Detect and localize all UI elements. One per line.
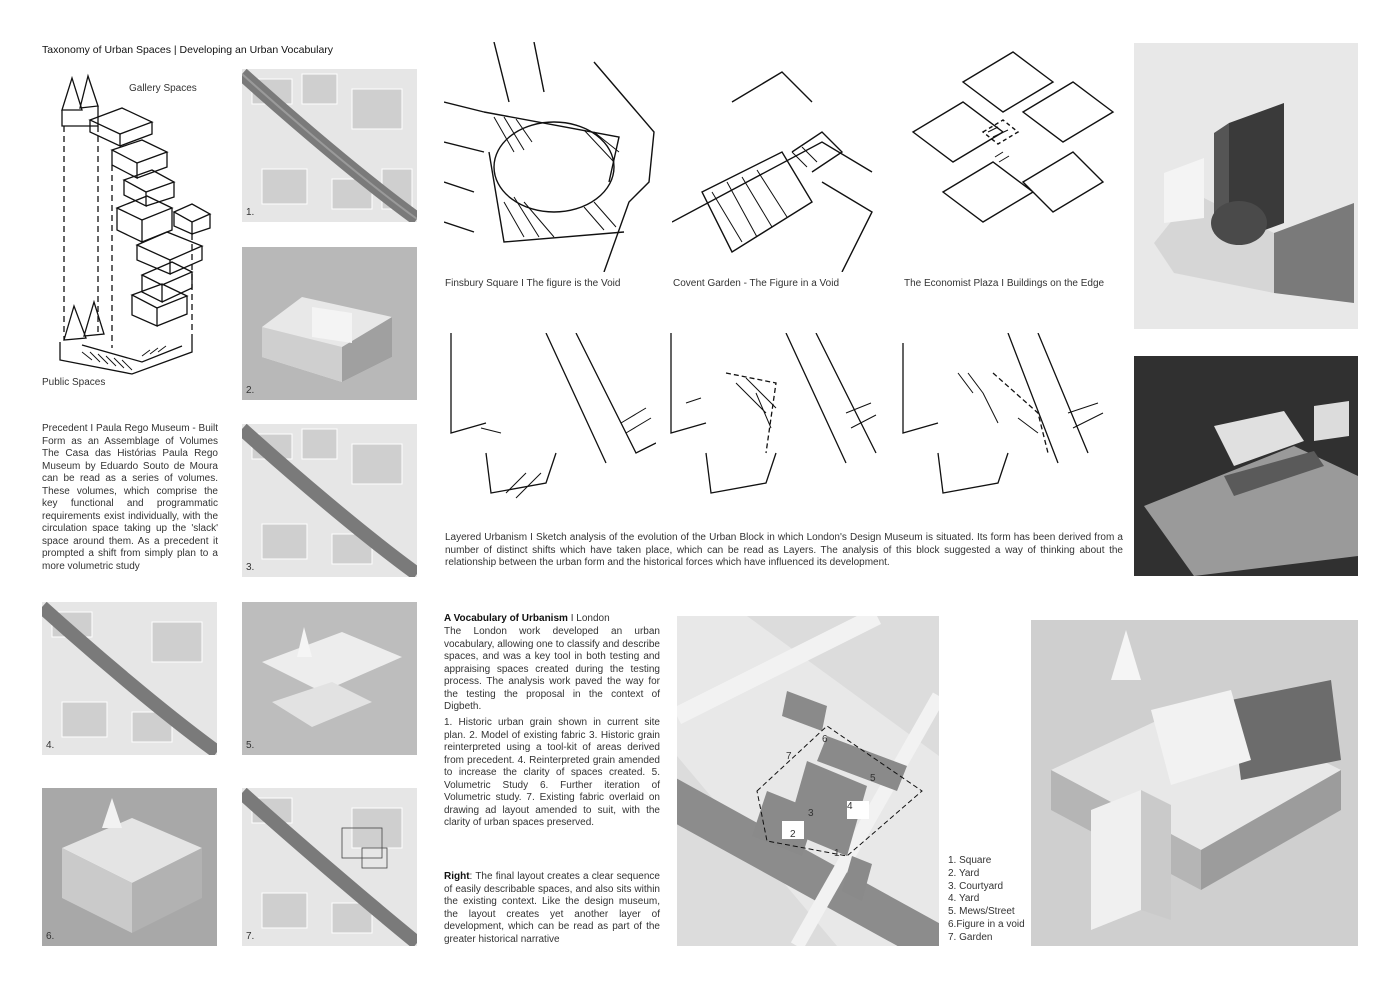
- plan-label-2: 2: [790, 829, 796, 840]
- site-plan: [677, 616, 939, 946]
- vocab-heading-rest: I London: [567, 613, 610, 624]
- thumb-number-6: 6.: [46, 931, 55, 942]
- legend-item: 7. Garden: [948, 931, 993, 943]
- map-thumbnail-1: [242, 69, 417, 222]
- plan-label-4: 4: [847, 801, 853, 812]
- vocab-heading: [444, 613, 610, 626]
- map-thumbnail-3: [242, 424, 417, 577]
- tower-model-photo: [1134, 43, 1358, 329]
- legend-item: 3. Courtyard: [948, 880, 1004, 892]
- vocab-right-paragraph: [444, 871, 660, 946]
- sketch-covent-garden: [672, 42, 892, 272]
- gallery-spaces-label: Gallery Spaces: [129, 83, 197, 94]
- vocab-paragraph-1: The London work developed an urban vocabulary, allowing one to classify and describe spaces, and was a key tool in both testing and appraising spaces created during the testing process. The analysis work paved the way for the testing the proposal in the context of Digbeth.: [444, 626, 660, 712]
- map-thumbnail-7: [242, 788, 417, 946]
- plan-label-5: 5: [870, 773, 876, 784]
- layered-sketch-2: [666, 333, 886, 513]
- plan-legend: [948, 855, 1025, 945]
- thumb-number-5: 5.: [246, 740, 255, 751]
- model-photo-2: [242, 247, 417, 400]
- thumb-number-4: 4.: [46, 740, 55, 751]
- layered-sketch-3: [898, 333, 1123, 513]
- plan-label-7: 7: [786, 751, 792, 762]
- legend-item: 2. Yard: [948, 867, 980, 879]
- legend-item: 1. Square: [948, 855, 992, 866]
- caption-covent-garden: Covent Garden - The Figure in a Void: [673, 278, 840, 289]
- legend-item: 6.Figure in a void: [948, 918, 1025, 930]
- design-museum-model-photo: [1134, 356, 1358, 576]
- thumb-number-3: 3.: [246, 562, 255, 573]
- plan-label-6: 6: [822, 734, 828, 745]
- vocab-right-rest: : The final layout creates a clear sequence of easily describable spaces, and also sits within the existing context. Like the design museum, the layout creates yet another layer of development, which can be read as part of the greater historical narrative: [444, 871, 660, 945]
- plan-label-3: 3: [808, 808, 814, 819]
- thumb-number-1: 1.: [246, 207, 255, 218]
- thumb-number-2: 2.: [246, 385, 255, 396]
- caption-finsbury: Finsbury Square I The figure is the Void: [445, 278, 621, 289]
- final-model-photo: [1031, 620, 1358, 946]
- page-title: Taxonomy of Urban Spaces | Developing an Urban Vocabulary: [42, 44, 334, 56]
- caption-economist-plaza: The Economist Plaza I Buildings on the Edge: [904, 278, 1105, 289]
- plan-label-1: 1: [834, 848, 840, 859]
- layered-sketch-1: [446, 333, 656, 513]
- model-photo-6: [42, 788, 217, 946]
- thumb-number-7: 7.: [246, 931, 255, 942]
- vocab-right-bold: Right: [444, 871, 470, 882]
- vocab-paragraph-2: 1. Historic urban grain shown in current site plan. 2. Model of existing fabric 3. Historic grain reinterpreted using a tool-kit of areas derived from precedent. 4. Reinterpreted grain amended to increase the clarity of spaces created. 5. Volumetric Study 6. Further iteration of Volumetric study. 7. Existing fabric overlaid on drawing ad layout amended to suit, with the clarity of urban spaces preserved.: [444, 717, 660, 828]
- precedent-text: Precedent I Paula Rego Museum - Built Form as an Assemblage of Volumes The Casa das Histórias Paula Rego Museum by Eduardo Souto de Moura can be read as a series of volumes. These volumes, which comprise the key functional and programmatic requirements exist individually, with the circulation space taking up the 'slack' space around them. As a precedent it prompted a shift from simply plan to a more volumetric study: [42, 423, 218, 572]
- axonometric-sketch: [42, 70, 232, 390]
- map-thumbnail-4: [42, 602, 217, 755]
- legend-item: 4. Yard: [948, 893, 980, 905]
- legend-item: 5. Mews/Street: [948, 906, 1015, 918]
- vocab-heading-bold: A Vocabulary of Urbanism: [444, 613, 568, 624]
- layered-urbanism-text: Layered Urbanism I Sketch analysis of the evolution of the Urban Block in which London's Design Museum is situated. Its form has been derived from a number of distinct shifts which have taken place, which can be read as Layers. The analysis of this block suggested a way of thinking about the relationship between the urban form and the historical forces which have influenced its development.: [445, 532, 1123, 568]
- public-spaces-label: Public Spaces: [42, 377, 106, 388]
- sketch-finsbury-square: [444, 42, 664, 272]
- model-photo-5: [242, 602, 417, 755]
- sketch-economist-plaza: [903, 42, 1123, 272]
